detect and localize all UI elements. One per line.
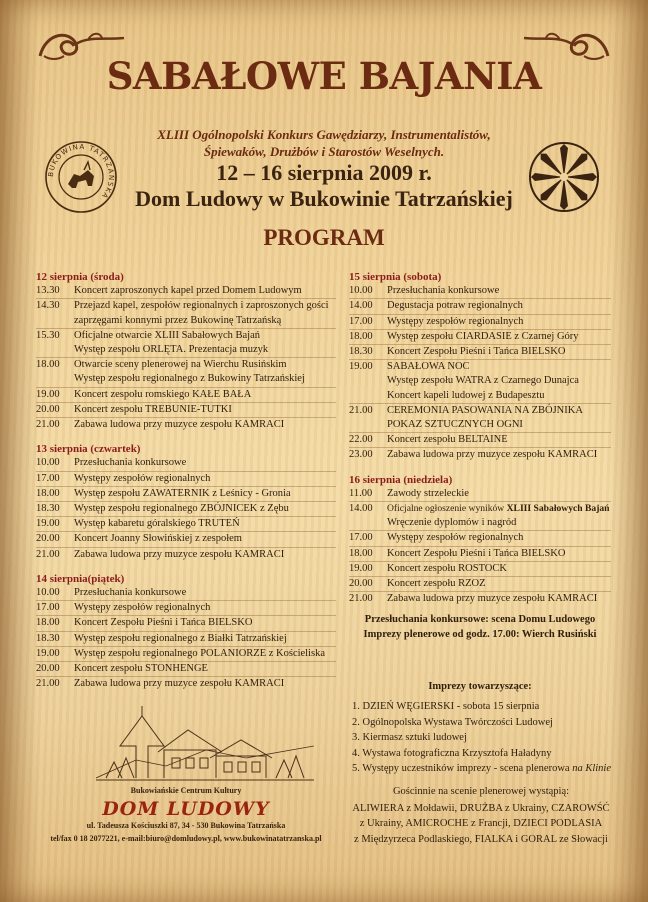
schedule-event: Koncert Joanny Słowińskiej z zespołem [74,533,242,545]
schedule-row [349,360,611,374]
schedule-event-text: Oficjalne ogłoszenie wyników [387,503,507,515]
schedule-time: 15.30 [36,329,60,341]
poster-title: SABAŁOWE BAJANIA [106,54,542,98]
schedule-time: 18.30 [349,346,373,358]
schedule-time: 21.00 [36,548,60,560]
schedule-time: 14.00 [349,503,373,515]
schedule-row [36,487,336,502]
day-heading: 13 sierpnia (czwartek) [36,443,141,456]
schedule-event: Występ zespołu regionalnego POLANIORZE z Kościeliska [74,647,326,659]
schedule-event: Zabawa ludowa przy muzyce zespołu KAMRACI [74,678,285,690]
schedule-row [349,516,611,531]
schedule-row [349,531,611,546]
schedule-event: Otwarcie sceny plenerowej na Wierchu Rusińskim [74,359,287,371]
schedule-row [36,586,336,601]
side-events-title: Imprezy towarzyszące: [428,681,532,692]
program-heading: PROGRAM [263,225,385,250]
schedule-time: 10.00 [36,457,60,469]
schedule-time: 23.00 [349,449,373,461]
schedule-time: 18.00 [349,330,373,342]
schedule-row [36,662,336,677]
schedule-time: 20.00 [36,533,60,545]
schedule-time: 20.00 [349,578,373,590]
schedule-row [349,315,611,330]
schedule-event: Zabawa ludowa przy muzyce zespołu KAMRACI [74,548,285,560]
side-event-item [352,761,614,777]
schedule-time: 18.00 [36,487,60,499]
schedule-time: 21.00 [36,678,60,690]
address: ul. Tadeusza Kościuszki 87, 34 - 530 Bukowina Tatrzańska [86,821,286,830]
venue-note-line: Przesłuchania konkursowe: scena Domu Ludowego [364,614,596,625]
schedule-row [36,299,336,313]
day-heading: 12 sierpnia (środa) [36,271,124,283]
schedule-event: Koncert zespołu romskiego KAŁE BAŁA [74,388,252,400]
schedule-event: Występy zespołów regionalnych [74,602,211,614]
schedule-time: 18.30 [36,503,60,515]
schedule-time: 19.00 [349,562,373,574]
schedule-time: 19.00 [349,361,373,373]
schedule-row [36,329,336,343]
organization-name: Bukowiańskie Centrum Kultury [130,786,242,795]
schedule-row [36,502,336,517]
dom-ludowy-logo: DOM LUDOWY [102,798,270,820]
guests-line: z Ukrainy, AMICROCHE z Francji, DZIECI PODLASIA [359,818,603,829]
schedule-row [36,548,336,562]
schedule-time: 22.00 [349,434,373,446]
schedule-event: Koncert Zespołu Pieśni i Tańca BIELSKO [387,547,566,559]
side-event-italic: na Klinie [572,763,611,775]
schedule-row [349,547,611,562]
schedule-event-bold: XLIII Sabałowych Bajań [506,503,610,515]
schedule-time [349,389,387,403]
schedule-event: Przesłuchania konkursowe [74,587,187,599]
schedule-row [36,456,336,471]
schedule-event: Wręczenie dyplomów i nagród [387,517,517,529]
schedule-event: Koncert Zespołu Pieśni i Tańca BIELSKO [387,346,566,358]
side-event-text: 5. Występy uczestników imprezy - scena plenerowa [352,763,573,775]
schedule-row [349,592,611,606]
schedule-event: Koncert zaproszonych kapel przed Domem Ludowym [74,285,302,297]
schedule-time: 18.00 [36,617,60,629]
schedule-time: 17.00 [349,532,373,544]
schedule-row [349,374,611,388]
schedule-row [349,404,611,418]
schedule-row [36,388,336,403]
schedule-event: Koncert zespołu TREBUNIE-TUTKI [74,403,232,415]
schedule-event: Występ kabaretu góralskiego TRUTEŃ [74,518,240,530]
schedule-time: 19.00 [36,518,60,530]
schedule-event: Zabawa ludowa przy muzyce zespołu KAMRACI [74,419,285,431]
schedule-event: Zabawa ludowa przy muzyce zespołu KAMRACI [387,593,598,605]
schedule-time: 18.30 [36,632,60,644]
schedule-event: Występ zespołu regionalnego z Bukowiny Tatrzańskiej [74,373,305,385]
schedule-row [36,358,336,372]
schedule-time: 17.00 [36,602,60,614]
schedule-event: Koncert zespołu ROSTOCK [387,562,507,574]
schedule-time: 14.30 [36,300,60,312]
schedule-event: Występ zespołu CIARDASIE z Czarnej Góry [387,330,579,342]
schedule-time: 18.00 [349,547,373,559]
seal-emblem-icon [44,140,118,214]
schedule-row [36,284,336,299]
schedule-time: 10.00 [36,587,60,599]
schedule-event: Degustacja potraw regionalnych [387,300,523,312]
guests-title: Gościnnie na scenie plenerowej wystąpią: [392,786,570,797]
schedule-row [36,372,336,387]
schedule-event: Występy zespołów regionalnych [74,472,211,484]
schedule-time [349,516,387,530]
schedule-event: Przesłuchania konkursowe [387,285,500,297]
schedule-event: SABAŁOWA NOC [387,361,470,373]
contact-info: tel/fax 0 18 2077221, e-mail:biuro@domludowy.pl, www.bukowinatatrzanska.pl [50,834,322,843]
schedule-time: 10.00 [349,285,373,297]
schedule-time [349,374,387,388]
side-event-item: 3. Kiermasz sztuki ludowej [352,732,467,744]
schedule-row [349,577,611,592]
day-heading: 15 sierpnia (sobota) [349,271,442,283]
event-venue: Dom Ludowy w Bukowinie Tatrzańskiej [135,186,513,211]
schedule-event: Występy zespołów regionalnych [387,315,524,327]
schedule-event: Przesłuchania konkursowe [74,457,187,469]
schedule-time: 21.00 [349,404,373,416]
schedule-row [349,433,611,448]
schedule-event: zaprzęgami konnymi przez Bukowinę Tatrzańską [74,314,282,326]
day-heading: 16 sierpnia (niedziela) [349,473,453,486]
schedule-time [36,314,74,328]
schedule-event: Występ zespołu regionalnego z Białki Tatrzańskiej [74,632,287,644]
schedule-event: Zawody strzeleckie [387,487,469,499]
schedule-event: Koncert Zespołu Pieśni i Tańca BIELSKO [74,617,253,629]
schedule-event: Koncert kapeli ludowej z Budapesztu [387,389,545,401]
schedule-row [349,502,611,516]
schedule-event: Występ zespołu ZAWATERNIK z Leśnicy - Gronia [74,487,291,499]
schedule-row [36,616,336,631]
schedule-row [349,284,611,299]
schedule-event: Występ zespołu WATRA z Czarnego Dunajca [387,375,579,387]
schedule-row [349,299,611,314]
schedule-row [349,345,611,360]
rosette-ornament-icon [527,140,601,214]
schedule-time [36,372,74,386]
schedule-event: Koncert zespołu BELTAINE [387,434,508,446]
schedule-event: Występ zespołu regionalnego ZBÓJNICEK z Zębu [74,503,289,515]
guests-line: z Międzyrzeca Podlaskiego, FIALKA i GORAL ze Słowacji [354,833,608,845]
schedule-time: 14.00 [349,300,373,312]
schedule-row [349,448,611,462]
schedule-event: Przejazd kapel, zespołów regionalnych i zaproszonych gości [74,300,329,312]
schedule-row [36,677,336,691]
schedule-event: Koncert zespołu RZOZ [387,578,486,590]
schedule-event: Występ zespołu ORLĘTA. Prezentacja muzyk [74,344,269,356]
schedule-row [36,472,336,487]
schedule-time: 21.00 [36,419,60,431]
dom-ludowy-building-illustration [96,700,314,784]
schedule-time [36,343,74,357]
guests-line: ALIWIERA z Mołdawii, DRUŻBA z Ukrainy, CZAROWŚĆ [352,802,610,814]
event-dates: 12 – 16 sierpnia 2009 r. [216,160,432,185]
schedule-time [349,418,387,432]
schedule-time: 17.00 [349,315,373,327]
schedule-right-column [349,270,611,606]
subtitle-line: XLIII Ogólnopolski Konkurs Gawędziarzy, Instrumentalistów, [157,127,491,142]
schedule-event: Koncert zespołu STONHENGE [74,663,208,675]
schedule-row [36,314,336,329]
schedule-event: Występy zespołów regionalnych [387,532,524,544]
schedule-row [36,532,336,547]
side-event-item: 1. DZIEŃ WĘGIERSKI - sobota 15 sierpnia [352,701,540,712]
side-events-list [352,699,614,777]
schedule-event: POKAZ SZTUCZNYCH OGNI [387,419,523,431]
schedule-time: 13.30 [36,285,60,297]
schedule-time: 19.00 [36,388,60,400]
schedule-left-column [36,270,336,691]
schedule-time: 21.00 [349,593,373,605]
schedule-row [36,343,336,358]
schedule-row [349,487,611,502]
schedule-time: 18.00 [36,359,60,371]
subtitle-line: Śpiewaków, Drużbów i Starostów Weselnych. [203,144,445,159]
schedule-row [36,632,336,647]
schedule-time: 19.00 [36,647,60,659]
schedule-row [349,330,611,345]
schedule-row [349,562,611,577]
schedule-row [349,418,611,433]
schedule-event: Zabawa ludowa przy muzyce zespołu KAMRACI [387,449,598,461]
venue-note [349,612,611,642]
schedule-time: 17.00 [36,472,60,484]
schedule-event: Oficjalne otwarcie XLIII Sabałowych Bajań [74,329,261,341]
schedule-time: 20.00 [36,663,60,675]
schedule-event [387,502,611,516]
schedule-row [36,647,336,662]
subtitle [120,126,528,160]
schedule-time: 20.00 [36,403,60,415]
seal-ring-text: BUKOWINA TATRZAŃSKA [46,142,116,201]
venue-note-line: Imprezy plenerowe od godz. 17.00: Wierch Rusiński [363,629,597,640]
day-heading: 14 sierpnia(piątek) [36,572,125,585]
side-event-item: 4. Wystawa fotograficzna Krzysztofa Haładyny [352,747,552,759]
schedule-row [36,517,336,532]
schedule-row [36,418,336,432]
schedule-time: 11.00 [349,487,373,499]
schedule-row [349,389,611,404]
schedule-event: CEREMONIA PASOWANIA NA ZBÓJNIKA [387,404,583,416]
guests-block [340,784,622,847]
schedule-row [36,403,336,418]
schedule-row [36,601,336,616]
side-event-item: 2. Ogólnopolska Wystawa Twórczości Ludowej [352,716,553,728]
